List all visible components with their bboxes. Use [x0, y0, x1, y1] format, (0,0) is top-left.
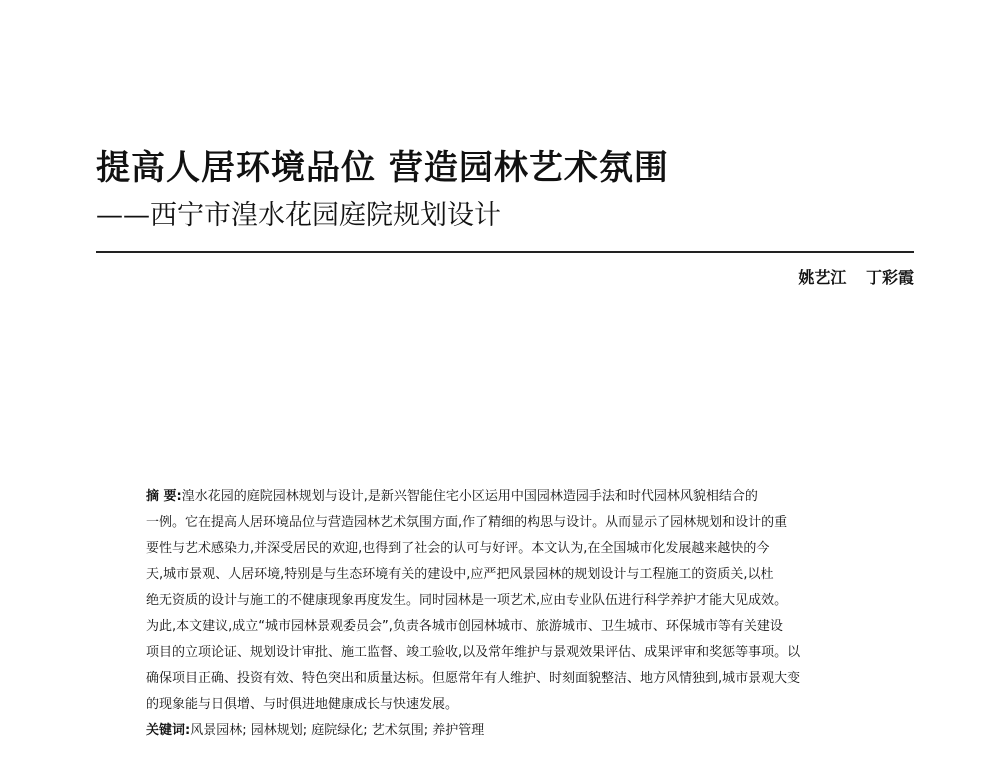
abstract-line: 天,城市景观、人居环境,特别是与生态环境有关的建设中,应严把风景园林的规划设计与工程施工的资质关,以杜	[146, 567, 774, 582]
abstract-label: 摘 要:	[146, 489, 182, 504]
paper-subtitle: ——西宁市湟水花园庭院规划设计	[96, 200, 501, 231]
abstract-line: 为此,本文建议,成立“城市园林景观委员会”,负责各城市创园林城市、旅游城市、卫生城市、环保城市等有关建设	[146, 619, 783, 634]
keywords-line	[146, 718, 868, 744]
abstract-line: 绝无资质的设计与施工的不健康现象再度发生。同时园林是一项艺术,应由专业队伍进行科学养护才能大见成效。	[146, 593, 788, 608]
abstract-section	[146, 484, 868, 744]
keywords-label: 关键词:	[146, 723, 191, 738]
abstract-text: 湟水花园的庭院园林规划与设计,是新兴智能住宅小区运用中国园林造园手法和时代园林风貌相结合的	[181, 489, 758, 504]
title-divider	[96, 251, 914, 253]
abstract-line: 确保项目正确、投资有效、特色突出和质量达标。但愿常年有人维护、时刻面貌整洁、地方风情独到,城市景观大变	[146, 671, 801, 686]
paper-title: 提高人居环境品位 营造园林艺术氛围	[96, 148, 669, 188]
abstract-line: 项目的立项论证、规划设计审批、施工监督、竣工验收,以及常年维护与景观效果评估、成果评审和奖惩等事项。以	[146, 645, 801, 660]
abstract-line	[146, 484, 868, 510]
authors: 姚艺江 丁彩霞	[798, 268, 914, 287]
abstract-line: 的现象能与日俱增、与时俱进地健康成长与快速发展。	[146, 697, 459, 712]
keywords-text: 风景园林; 园林规划; 庭院绿化; 艺术氛围; 养护管理	[190, 723, 485, 738]
abstract-line: 要性与艺术感染力,并深受居民的欢迎,也得到了社会的认可与好评。本文认为,在全国城市化发展越来越快的今	[146, 541, 770, 556]
abstract-line: 一例。它在提高人居环境品位与营造园林艺术氛围方面,作了精细的构思与设计。从而显示了园林规划和设计的重	[146, 515, 788, 530]
